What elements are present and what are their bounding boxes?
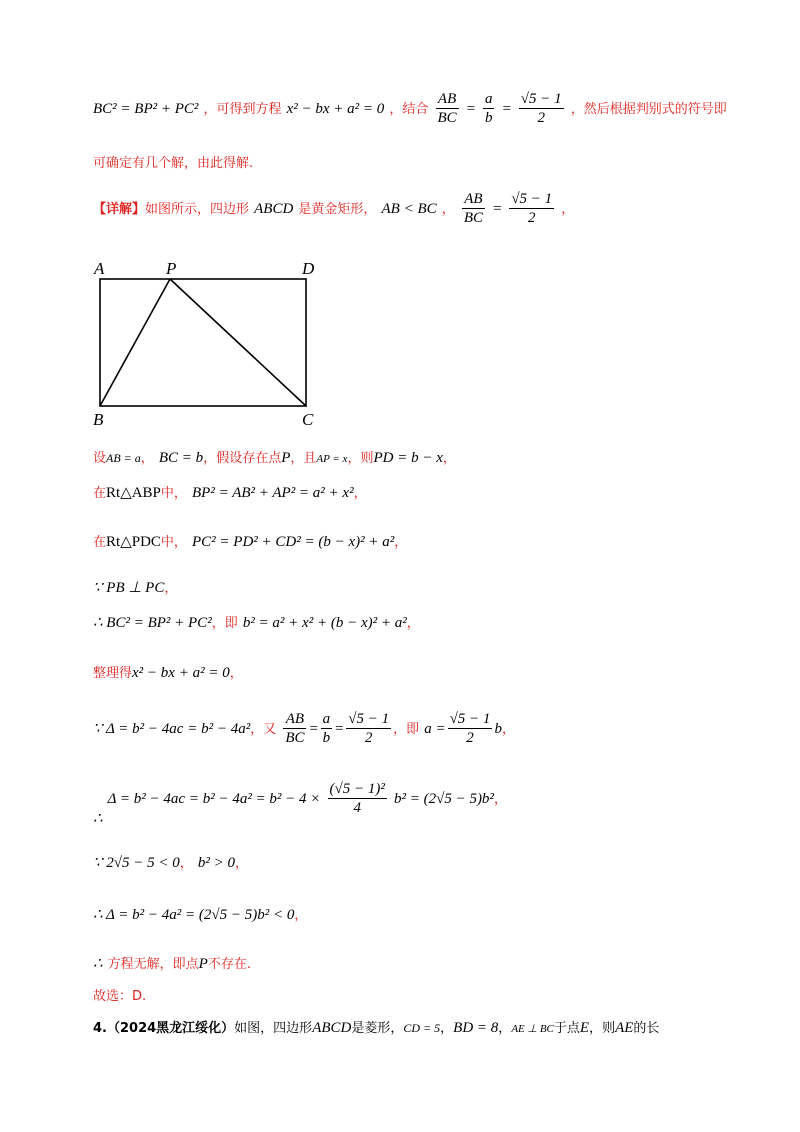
simplify-line: 整理得x² − bx + a² = 0，: [93, 665, 243, 681]
triangle-abp-line: 在Rt△ABP中， BP² = AB² + AP² = a² + x²，: [93, 485, 367, 501]
equation-pythagoras: BC² = BP² + PC²: [93, 101, 199, 117]
label-d: D: [302, 259, 315, 278]
label-a: A: [94, 259, 105, 278]
answer-line: 故选：D.: [93, 989, 147, 1004]
perpendicular-line: ∵ PB ⊥ PC，: [93, 580, 178, 596]
fraction-ab-bc: $\frac{AB}{BC}$: [437, 91, 457, 126]
discriminant-line-1: ∵ Δ = b² − 4ac = b² − 4a²，又 $\frac{AB}{BC}$ = $\frac{a}{b}$ = $\frac{√5 - 1}{2}$ ，即 a = $\frac{√5 - 1}{2}$ b，: [93, 711, 515, 746]
next-question: 4.（2024黑龙江绥化）如图，四边形ABCD是菱形，CD = 5，BD = 8，AE ⊥ BC于点E，则AE的长: [93, 1020, 660, 1036]
solution-line-2: 可确定有几个解，由此得解.: [93, 156, 254, 171]
equation-quadratic: x² − bx + a² = 0: [286, 101, 385, 117]
fraction-a-b: $\frac{a}{b}$: [484, 91, 493, 126]
label-b: B: [93, 410, 104, 429]
detail-label: 【详解】: [93, 202, 146, 217]
discriminant-negative-line: ∴ Δ = b² − 4a² = (2√5 − 5)b² < 0，: [93, 907, 308, 923]
label-p: P: [166, 259, 177, 278]
segment-pc: [170, 279, 306, 406]
fraction-golden-ratio: $\frac{√5 - 1}{2}$: [520, 91, 562, 126]
setup-line: 设AB = a， BC = b，假设存在点P，且AP = x，则PD = b − x，: [93, 450, 456, 466]
detail-line: 【详解】如图所示，四边形 ABCD 是黄金矩形， AB < BC ， $\frac{AB}{BC}$ = $\frac{√5 - 1}{2}$ ，: [93, 191, 575, 226]
therefore-line-1: ∴ BC² = BP² + PC²，即 b² = a² + x² + (b − x)² + a²，: [93, 615, 420, 631]
rectangle-abcd: [100, 279, 306, 406]
rectangle-figure: [90, 255, 330, 430]
fraction-ab-bc: $\frac{AB}{BC}$: [463, 191, 483, 226]
conclusion-line: ∴ 方程无解，即点P不存在.: [93, 956, 251, 972]
discriminant-line-2: ∴ Δ = b² − 4ac = b² − 4a² = b² − 4 × $\frac{\text{(√5 − 1)²}}{4}$ b² = (2√5 − 5)b²，: [93, 781, 507, 827]
sign-line: ∵ 2√5 − 5 < 0， b² > 0，: [93, 855, 249, 871]
label-c: C: [302, 410, 314, 429]
solution-line-1: BC² = BP² + PC² ，可得到方程 x² − bx + a² = 0 ，结合 $\frac{AB}{BC}$ = $\frac{a}{b}$ = $\frac{√5 - 1}{2}$ ，然后根据判别式的符号即: [93, 91, 727, 126]
question-source: （2024黑龙江绥化）: [106, 1021, 235, 1036]
triangle-pdc-line: 在Rt△PDC中， PC² = PD² + CD² = (b − x)² + a²，: [93, 534, 408, 550]
segment-pb: [100, 279, 170, 406]
fraction-golden-ratio: $\frac{√5 - 1}{2}$: [511, 191, 553, 226]
